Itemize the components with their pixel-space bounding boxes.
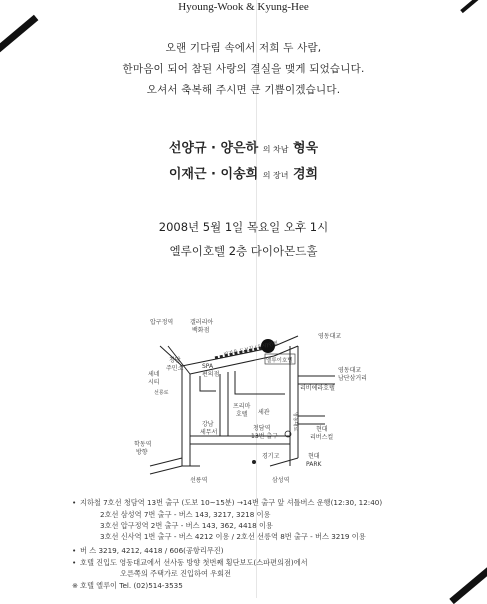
invitation-line: 한마음이 되어 참된 사랑의 결실을 맺게 되었습니다. — [122, 63, 365, 75]
bride-name: 경희 — [293, 167, 319, 182]
map-label: 리비에라호텔 — [300, 385, 335, 392]
map-label-group — [134, 318, 367, 484]
direction-line: 3호선 신사역 1번 출구 - 버스 4212 이용 / 2호선 선릉역 8번 출구 - 버스 3219 이용 — [100, 532, 366, 541]
map-label: 세무서 — [200, 429, 218, 436]
invitation-line: 오셔서 축복해 주시면 큰 기쁨이겠습니다. — [146, 84, 341, 96]
map-label: 시티 — [148, 379, 160, 386]
groom-line — [0, 137, 487, 156]
map-label: 백화점 — [192, 327, 210, 334]
map-label: 방향 — [136, 449, 148, 456]
map-label: 선릉역 — [190, 477, 208, 484]
bullet: • — [72, 498, 77, 507]
groom-parents: 선양규 · 양은하 — [168, 141, 259, 156]
map-label: 프리마 — [233, 403, 251, 410]
map-label: 영동대로 — [292, 412, 298, 432]
bride-relation: 의 장녀 — [262, 171, 289, 180]
bus-stop-icon — [252, 460, 256, 464]
map-label: 경기고 — [262, 453, 280, 460]
hotel-contact: ※ 호텔 엘루이 Tel. (02)514-3535 — [72, 581, 183, 590]
map-label: 엘루이호텔 — [266, 358, 293, 364]
bride-line — [0, 163, 487, 182]
bullet: • — [72, 558, 77, 567]
direction-line: 3호선 압구정역 2번 출구 - 버스 143, 362, 4418 이용 — [100, 521, 273, 530]
map-label: PARK — [306, 461, 322, 468]
map-label: 세관 — [258, 409, 270, 416]
map-label: 세네 — [148, 371, 160, 378]
bride-parents: 이재근 · 이송희 — [168, 167, 259, 182]
direction-line: 오른쪽의 주택가로 진입하여 우회전 — [120, 569, 232, 578]
map-label: 현대 — [308, 453, 320, 460]
direction-line: • 버 스 3219, 4212, 4418 / 606(공항리무진) — [72, 546, 224, 555]
groom-relation: 의 차남 — [262, 145, 289, 154]
map-label: 삼성역 — [272, 477, 290, 484]
event-datetime: 2008년 5월 1일 목요일 오후 1시 — [158, 220, 329, 234]
map-label: 청담역 — [253, 425, 271, 432]
event-venue: 엘루이호텔 2층 다이아몬드홀 — [169, 244, 318, 258]
map-label: 선릉로 — [154, 390, 169, 396]
map-label: 청담 — [169, 357, 181, 364]
map-label: 13번 출구 — [251, 433, 278, 440]
bullet: • — [72, 546, 77, 555]
map-label: 비기용 도보길 (유시)인접 — [223, 340, 279, 358]
map-label: 학동역 — [134, 441, 152, 448]
map-label: 편의점 — [202, 371, 220, 378]
groom-name: 형욱 — [293, 141, 319, 156]
map-label: 남단삼거리 — [338, 375, 367, 382]
map-label: 압구정역 — [150, 319, 174, 326]
map-label: SPA — [202, 363, 214, 370]
direction-line: 2호선 삼성역 7번 출구 - 버스 143, 3217, 3218 이용 — [100, 510, 271, 519]
map-label: 갤러리아 — [190, 319, 214, 326]
map-label: 호텔 — [236, 411, 248, 418]
direction-line: • 호텔 진입도 영동대교에서 선사동 방향 첫번째 횡단보도(스파편의점)에서 — [72, 558, 308, 567]
location-map — [120, 316, 370, 496]
bullet: ※ — [72, 581, 79, 590]
map-label: 주민소 — [166, 365, 184, 372]
direction-line: • 지하철 7호선 청담역 13번 출구 (도보 10~15분) →14번 출구 앞 셔틀버스 운행(12:30, 12:40) — [72, 498, 383, 507]
map-label: 영동대교 — [318, 333, 342, 340]
invitation-line: 오랜 기다림 속에서 저희 두 사람, — [165, 42, 322, 54]
map-label: 리버스컬 — [310, 434, 334, 441]
map-label: 영동대교 — [338, 367, 362, 374]
couple-header: Hyoung-Wook & Kyung-Hee — [178, 1, 309, 13]
map-label: 현대 — [316, 426, 328, 433]
map-label: 강남 — [202, 421, 214, 428]
